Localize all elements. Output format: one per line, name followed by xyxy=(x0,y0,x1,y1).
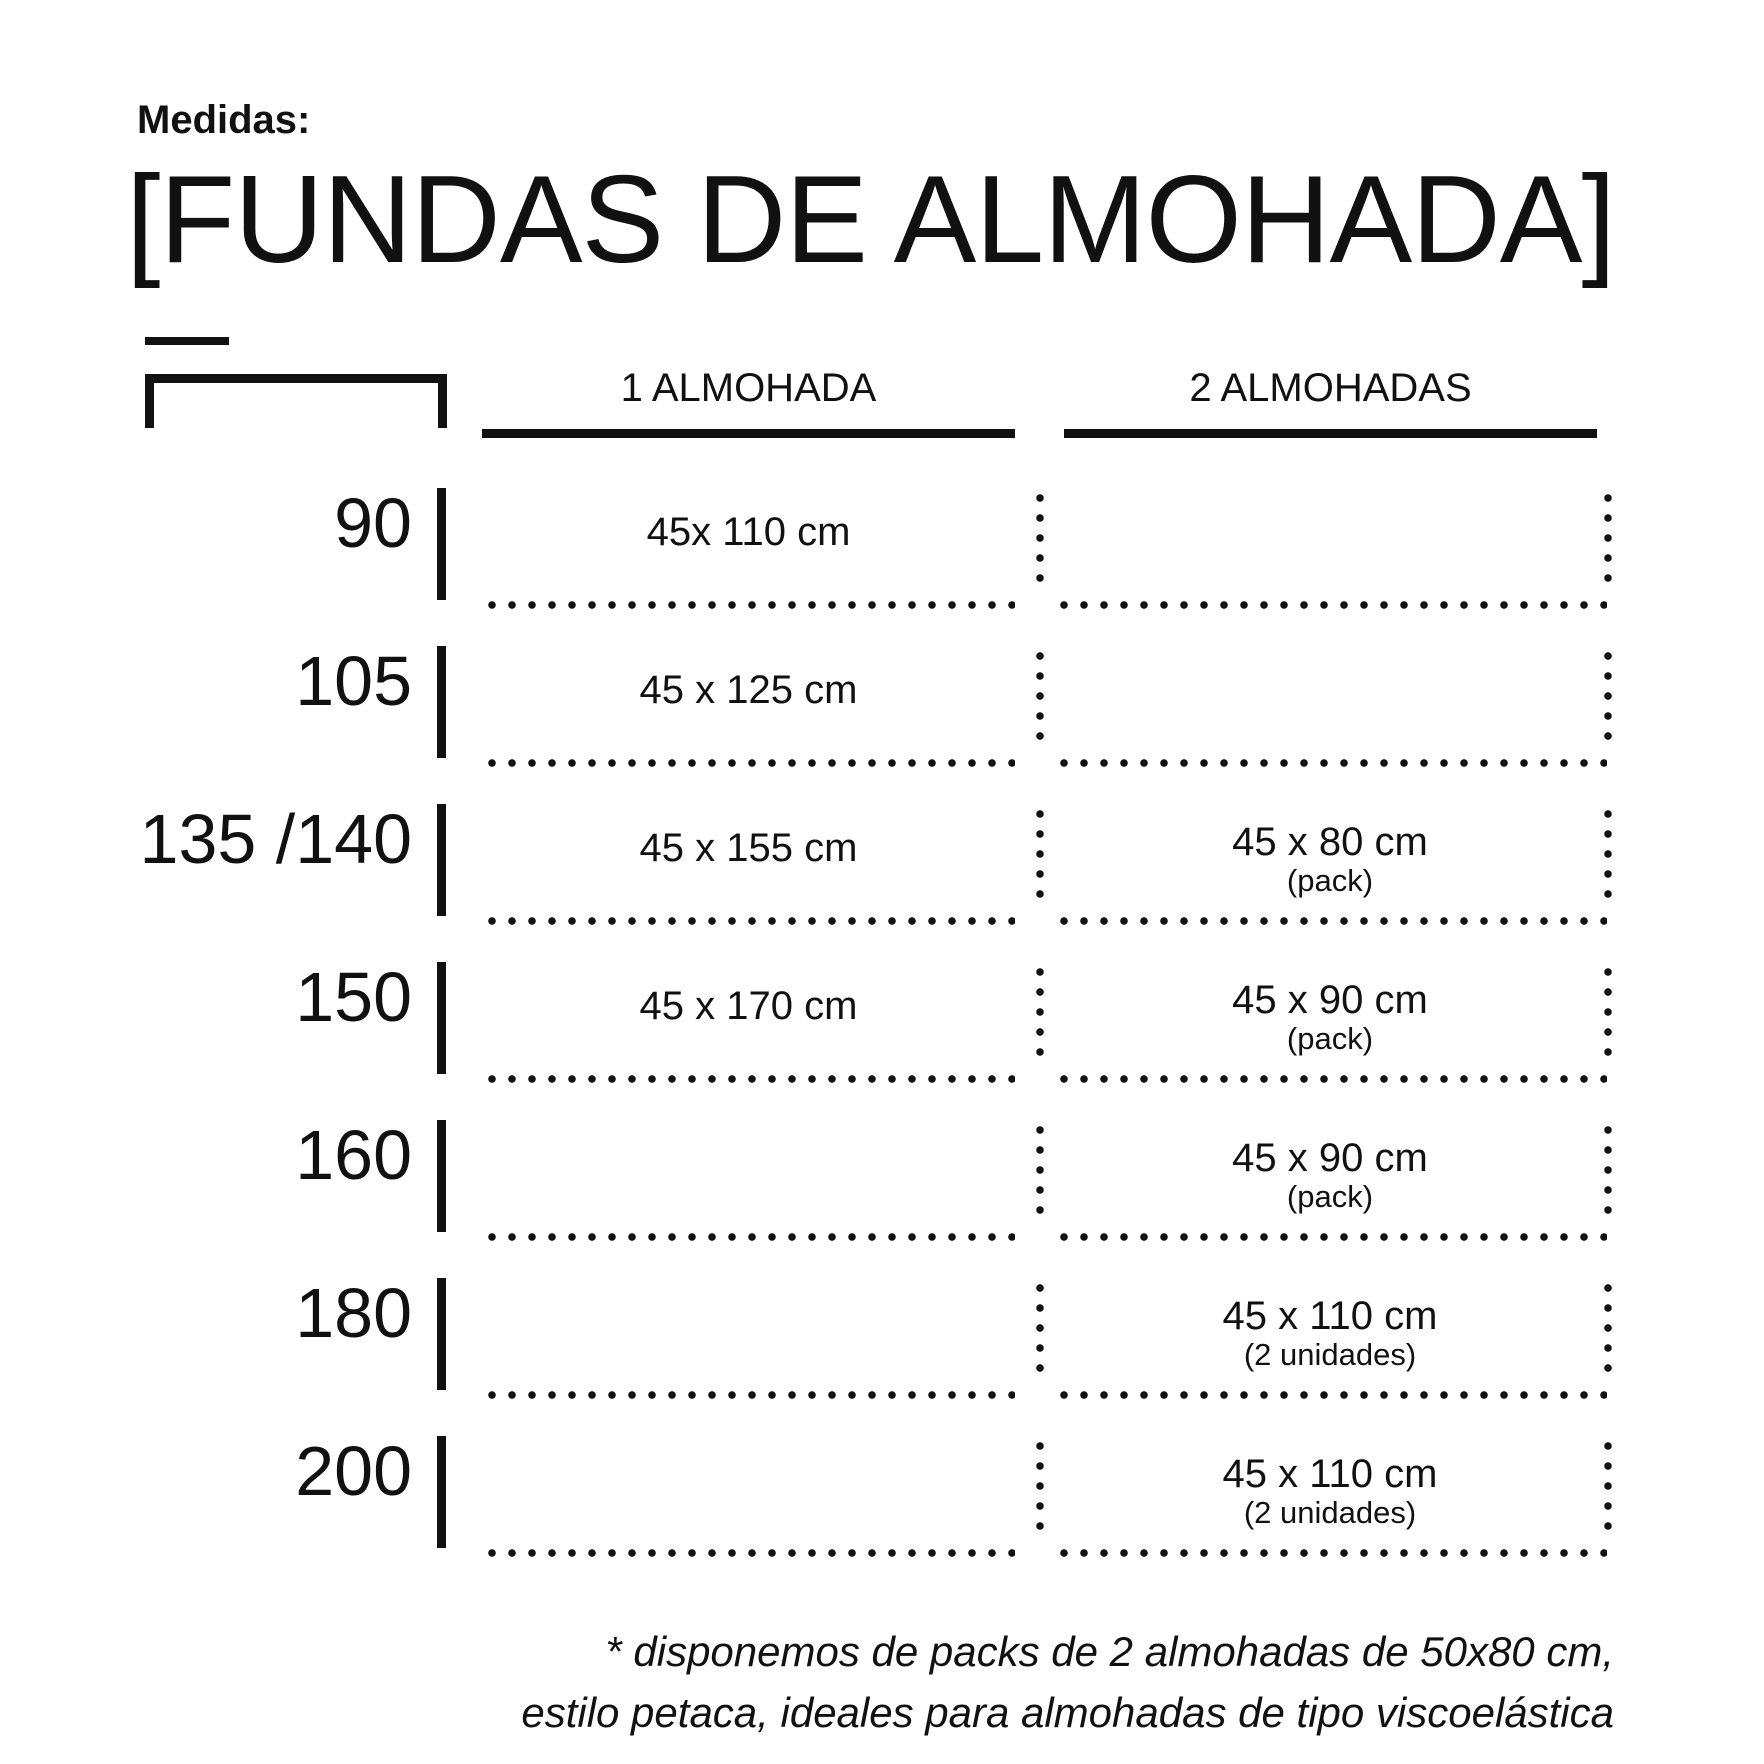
cell-note: (pack) xyxy=(1286,863,1374,898)
bed-size-label: 160 xyxy=(295,1116,412,1194)
cell-note: (pack) xyxy=(1286,1021,1374,1056)
column-header-1: 1 ALMOHADA xyxy=(620,366,877,410)
dotted-vertical-line xyxy=(1036,646,1044,748)
dotted-horizontal-line xyxy=(1054,1233,1607,1241)
dotted-horizontal-line xyxy=(482,601,1015,609)
row-divider-bar xyxy=(437,646,446,758)
table-row xyxy=(0,484,1764,646)
dotted-vertical-line xyxy=(1036,1436,1044,1538)
dotted-horizontal-line xyxy=(482,759,1015,767)
dotted-horizontal-line xyxy=(1054,1391,1607,1399)
cell-size: 45 x 110 cm xyxy=(1222,1452,1438,1496)
table-row xyxy=(0,800,1764,962)
row-divider-bar xyxy=(437,488,446,600)
dotted-horizontal-line xyxy=(1054,759,1607,767)
dotted-horizontal-line xyxy=(482,1075,1015,1083)
cell-one-pillow xyxy=(482,984,1015,1028)
dotted-horizontal-line xyxy=(482,917,1015,925)
cell-size: 45x 110 cm xyxy=(646,510,851,554)
page-title: [FUNDAS DE ALMOHADA] xyxy=(126,151,1615,289)
column-header-2: 2 ALMOHADAS xyxy=(1189,366,1472,410)
dotted-vertical-line xyxy=(1036,488,1044,590)
row-divider-bar xyxy=(437,1120,446,1232)
bed-size-label: 200 xyxy=(295,1432,412,1510)
bed-size-label: 105 xyxy=(295,642,412,720)
dotted-horizontal-line xyxy=(1054,601,1607,609)
cell-two-pillows xyxy=(1045,978,1615,1056)
footnote xyxy=(521,1622,1614,1744)
footnote-line-2: estilo petaca, ideales para almohadas de tipo viscoelástica xyxy=(521,1688,1614,1736)
cell-two-pillows xyxy=(1045,1452,1615,1530)
row-divider-bar xyxy=(437,804,446,916)
cell-size: 45 x 170 cm xyxy=(639,984,858,1028)
cell-two-pillows xyxy=(1045,1136,1615,1214)
dotted-vertical-line xyxy=(1604,1278,1612,1380)
dotted-horizontal-line xyxy=(482,1233,1015,1241)
dotted-vertical-line xyxy=(1036,1278,1044,1380)
bed-icon-frame xyxy=(145,374,447,428)
table-row xyxy=(0,1116,1764,1278)
column-rule-2 xyxy=(1064,429,1597,438)
dotted-vertical-line xyxy=(1604,646,1612,748)
dotted-horizontal-line xyxy=(482,1391,1015,1399)
cell-size: 45 x 90 cm xyxy=(1232,1136,1428,1180)
dotted-vertical-line xyxy=(1036,962,1044,1064)
cell-two-pillows xyxy=(1045,820,1615,898)
dotted-vertical-line xyxy=(1604,1436,1612,1538)
dotted-vertical-line xyxy=(1604,1120,1612,1222)
cell-one-pillow xyxy=(482,510,1015,554)
cell-one-pillow xyxy=(482,668,1015,712)
column-rule-1 xyxy=(482,429,1015,438)
row-divider-bar xyxy=(437,962,446,1074)
bed-size-label: 90 xyxy=(334,484,412,562)
cell-one-pillow xyxy=(482,826,1015,870)
dotted-vertical-line xyxy=(1036,804,1044,906)
dotted-horizontal-line xyxy=(1054,917,1607,925)
bed-size-label: 150 xyxy=(295,958,412,1036)
bed-size-label: 180 xyxy=(295,1274,412,1352)
subtitle: Medidas: xyxy=(137,98,311,142)
dotted-horizontal-line xyxy=(1054,1075,1607,1083)
cell-size: 45 x 110 cm xyxy=(1222,1294,1438,1338)
cell-note: (pack) xyxy=(1286,1179,1374,1214)
dotted-horizontal-line xyxy=(482,1549,1015,1557)
row-divider-bar xyxy=(437,1436,446,1548)
dotted-vertical-line xyxy=(1036,1120,1044,1222)
cell-note: (2 unidades) xyxy=(1243,1495,1417,1530)
dotted-horizontal-line xyxy=(1054,1549,1607,1557)
dotted-vertical-line xyxy=(1604,488,1612,590)
table-row xyxy=(0,1274,1764,1436)
dotted-vertical-line xyxy=(1604,962,1612,1064)
row-divider-bar xyxy=(437,1278,446,1390)
table-row xyxy=(0,958,1764,1120)
cell-size: 45 x 80 cm xyxy=(1232,820,1428,864)
cell-two-pillows xyxy=(1045,1294,1615,1372)
cell-note: (2 unidades) xyxy=(1243,1337,1417,1372)
table-row xyxy=(0,642,1764,804)
cell-size: 45 x 90 cm xyxy=(1232,978,1428,1022)
bed-icon-pillow xyxy=(145,337,229,345)
bed-size-label: 135 /140 xyxy=(139,800,412,878)
cell-size: 45 x 125 cm xyxy=(639,668,858,712)
table-row xyxy=(0,1432,1764,1594)
dotted-vertical-line xyxy=(1604,804,1612,906)
footnote-line-1: * disponemos de packs de 2 almohadas de 50x80 cm, xyxy=(605,1628,1614,1675)
cell-size: 45 x 155 cm xyxy=(639,826,858,870)
